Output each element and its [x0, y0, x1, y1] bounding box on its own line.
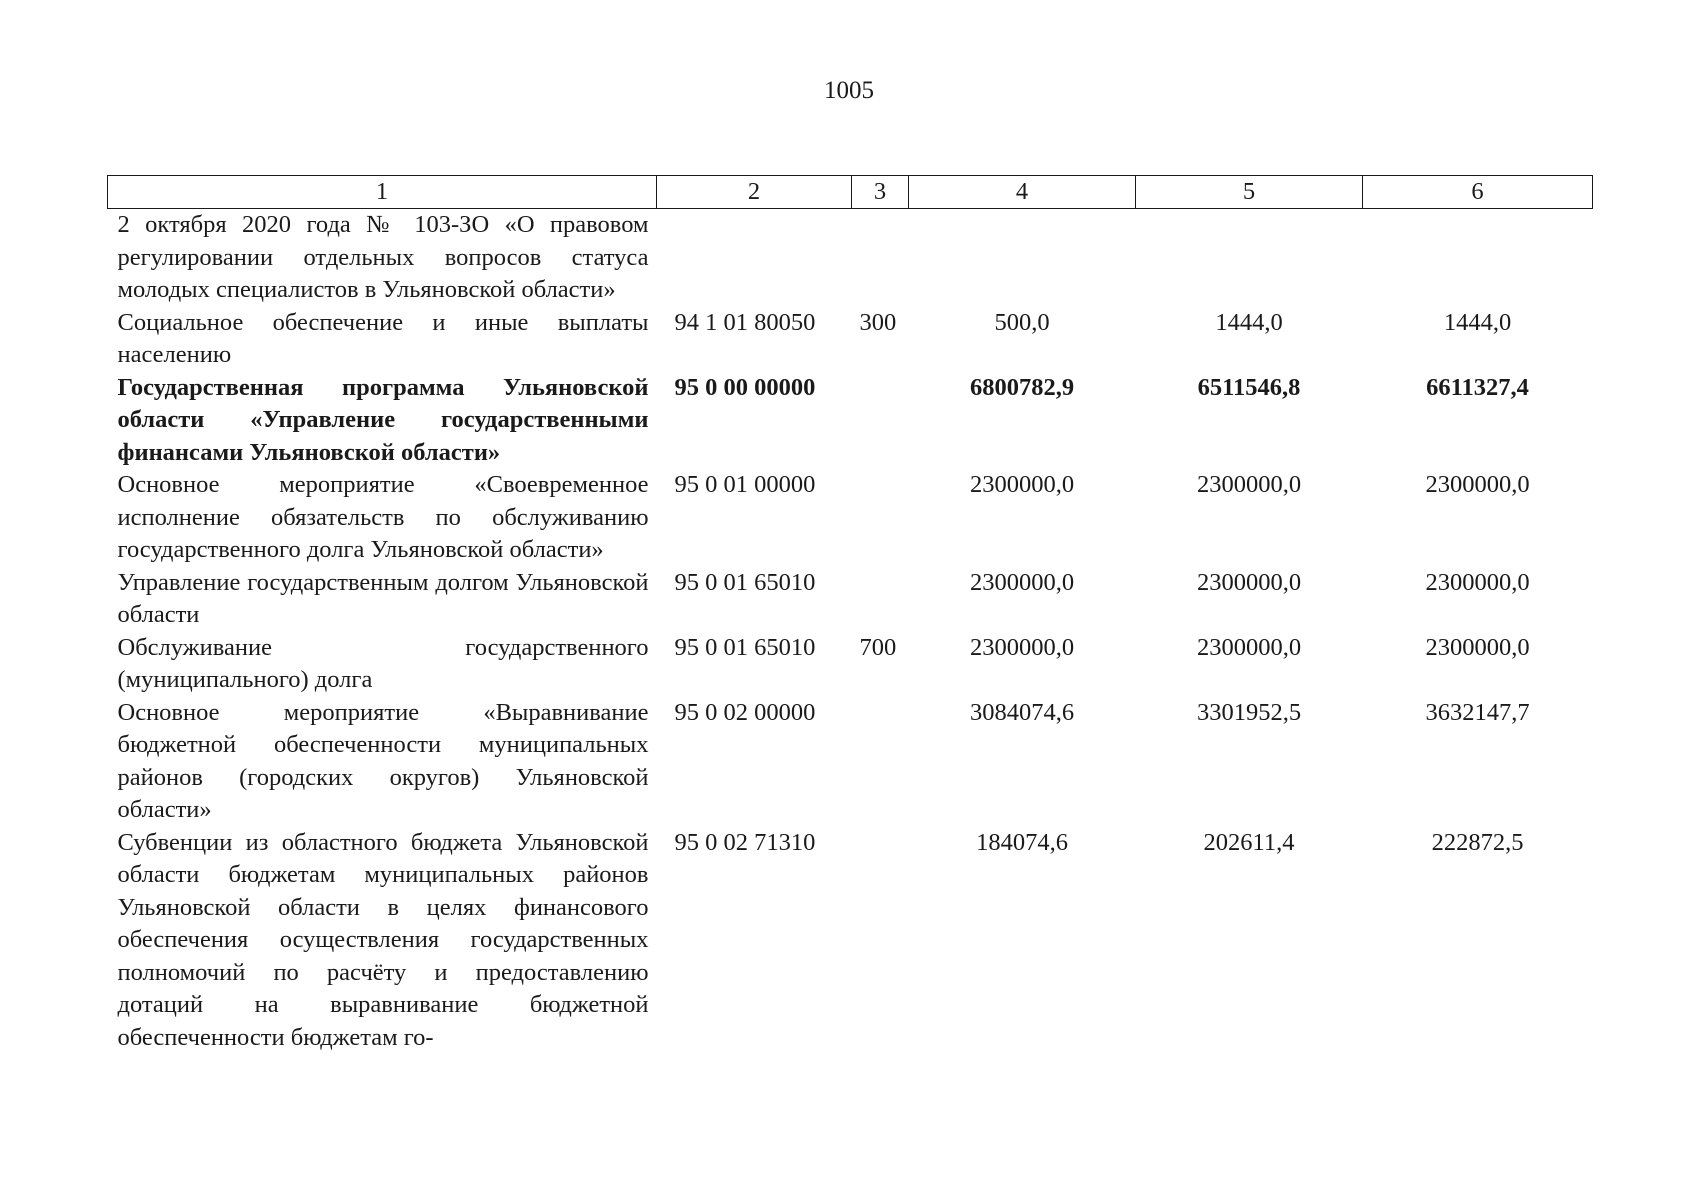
row-code-cell	[657, 209, 852, 307]
row-amount-col4-cell: 500,0	[994, 308, 1050, 336]
row-amount-col4-cell: 3084074,6	[969, 698, 1075, 726]
table-header-row	[108, 176, 1593, 209]
row-code-cell: 95 0 01 00000	[674, 471, 816, 498]
row-name-cell: Основное мероприятие «Выравнивание бюджетной обеспеченности муниципальных районов (городских округов) Ульяновской области»	[117, 698, 649, 823]
row-expense-type-cell	[852, 469, 909, 567]
table-row	[108, 469, 1593, 567]
row-name-cell: Социальное обеспечение и иные выплаты населению	[117, 308, 649, 368]
table-row	[108, 372, 1593, 470]
row-code-cell: 95 0 01 65010	[674, 568, 816, 596]
column-header-2: 2	[657, 176, 852, 209]
row-expense-type-cell: 300	[859, 308, 897, 336]
row-amount-col6-cell: 2300000,0	[1425, 471, 1530, 498]
row-code-cell: 95 0 02 71310	[674, 828, 816, 856]
row-amount-col4-cell: 2300000,0	[969, 633, 1075, 661]
row-expense-type-cell	[852, 209, 909, 307]
row-amount-col6-cell: 1444,0	[1443, 308, 1512, 336]
row-amount-col5-cell: 6511546,8	[1197, 373, 1301, 401]
row-amount-col4-cell: 2300000,0	[969, 568, 1075, 596]
table-row	[108, 307, 1593, 372]
row-name-cell: 2 октября 2020 года № 103-ЗО «О правовом регулировании отдельных вопросов статуса молодых специалистов в Ульяновской области»	[117, 211, 649, 303]
row-amount-col5-cell: 2300000,0	[1196, 633, 1302, 661]
row-amount-col4-cell: 2300000,0	[969, 471, 1075, 498]
row-name-cell: Субвенции из областного бюджета Ульяновской области бюджетам муниципальных районов Ульяновской области в целях финансового обеспечения осуществления государственных полномочий по расчёту и предоставлению дотаций на выравнивание бюджетной обеспеченности бюджетам го-	[117, 828, 649, 1051]
table-row	[108, 827, 1593, 1055]
row-expense-type-cell	[852, 827, 909, 1055]
column-header-1: 1	[108, 176, 657, 209]
row-amount-col5-cell: 3301952,5	[1196, 698, 1302, 726]
table-row	[108, 632, 1593, 697]
row-name-cell: Основное мероприятие «Своевременное исполнение обязательств по обслуживанию государственного долга Ульяновской области»	[117, 471, 649, 563]
row-amount-col4-cell: 6800782,9	[969, 373, 1075, 401]
row-code-cell: 95 0 02 00000	[674, 698, 816, 726]
row-expense-type-cell	[852, 372, 909, 470]
row-amount-col5-cell: 2300000,0	[1196, 471, 1302, 498]
row-expense-type-cell	[852, 567, 909, 632]
row-amount-col4-cell	[909, 209, 1136, 307]
column-header-5: 5	[1136, 176, 1363, 209]
row-name-cell: Управление государственным долгом Ульяновской области	[117, 568, 649, 628]
row-amount-col6-cell: 2300000,0	[1425, 568, 1530, 596]
row-amount-col6-cell: 2300000,0	[1425, 633, 1530, 661]
table-row	[108, 567, 1593, 632]
column-header-3: 3	[852, 176, 909, 209]
row-amount-col6-cell: 6611327,4	[1426, 373, 1529, 401]
column-header-4: 4	[909, 176, 1136, 209]
row-amount-col5-cell: 202611,4	[1203, 828, 1295, 856]
column-header-6: 6	[1363, 176, 1593, 209]
row-code-cell: 94 1 01 80050	[674, 308, 816, 336]
row-code-cell: 95 0 00 00000	[674, 373, 816, 401]
row-name-cell: Обслуживание государственного (муниципального) долга	[117, 633, 649, 693]
page-number: 1005	[824, 77, 874, 104]
table-body	[108, 209, 1593, 1055]
row-expense-type-cell	[852, 697, 909, 827]
row-amount-col5-cell: 2300000,0	[1196, 568, 1302, 596]
row-expense-type-cell: 700	[859, 633, 897, 661]
budget-table	[107, 175, 1593, 1054]
row-amount-col4-cell: 184074,6	[976, 828, 1068, 856]
row-code-cell: 95 0 01 65010	[674, 633, 816, 661]
table-row	[108, 209, 1593, 307]
row-amount-col5-cell	[1136, 209, 1363, 307]
table-row	[108, 697, 1593, 827]
row-amount-col6-cell: 222872,5	[1431, 828, 1524, 856]
row-amount-col6-cell	[1363, 209, 1593, 307]
row-name-cell: Государственная программа Ульяновской области «Управление государственными финансами Ульяновской области»	[117, 373, 649, 466]
row-amount-col5-cell: 1444,0	[1215, 308, 1283, 336]
row-amount-col6-cell: 3632147,7	[1425, 698, 1530, 726]
